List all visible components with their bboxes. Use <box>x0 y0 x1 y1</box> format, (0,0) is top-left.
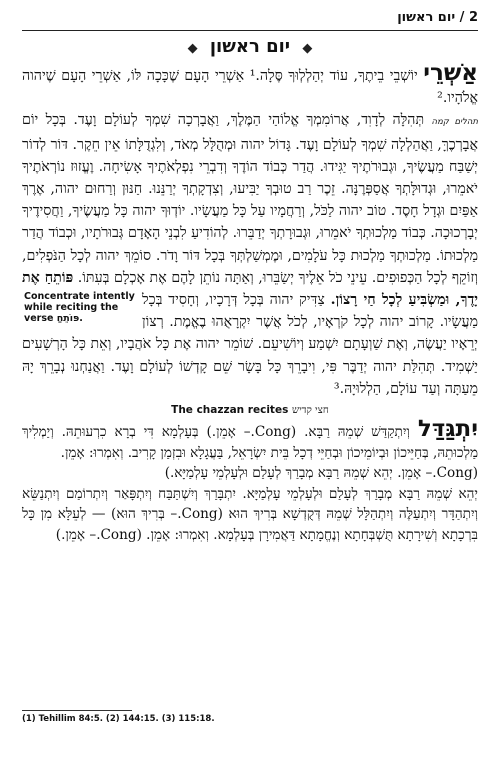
main-text <box>22 62 478 545</box>
poteach-verse: פּוֹתֵחַ אֶת יָדֶךָ, וּמַשְׂבִּיעַ לְכָל חַי רָצוֹן. <box>22 269 479 309</box>
kaddish-line-2: יְהֵא שְׁמֵהּ רַבָּא מְבָרַךְ לְעָלַם וּלְעָלְמֵי עָלְמַיָּא. יִתְבָּרַךְ וְיִשְׁתַּבַּח וְיִתְפָּאַר וְיִתְרוֹמַם וְיִתְנַשֵּׂא וְיִתְהַדָּר וְיִתְעַלֶּה וְיִתְהַלָּל שְׁמֵהּ דְּקֻדְשָׁא בְּרִיךְ הוּא (Cong.– בְּרִיךְ הוּא) — לְעֵלָּא מִן כָּל בִּרְכָתָא וְשִׁירָתָא תֻּשְׁבְּחָתָא וְנֶחֱמָתָא דַּאֲמִירָן בְּעָלְמָא. וְאִמְרוּ: אָמֵן. (Cong.– אָמֵן.) <box>22 485 478 543</box>
page-header <box>22 8 478 31</box>
ornament-icon: ◆ <box>302 41 313 56</box>
psalm-text: תְּהִלָּה לְדָוִד, אֲרוֹמִמְךָ אֱלוֹהַי הַמֶּלֶךְ, וַאֲבָרְכָה שִׁמְךָ לְעוֹלָם וָעֶד. בְּכָל יוֹם אֲבָרְכֶךָּ, וַאֲהַלְלָה שִׁמְךָ לְעוֹלָם וָעֶד. גָּדוֹל יהוה וּמְהֻלָּל מְאֹד, וְלִגְדֻלָּתוֹ אֵין חֵקֶר. דּוֹר לְדוֹר יְשַׁבַּח מַעֲשֶׂיךָ, וּגְבוּרֹתֶיךָ יַגִּידוּ. הֲדַר כְּבוֹד הוֹדֶךָ וְדִבְרֵי נִפְלְאֹתֶיךָ אָשִׂיחָה. וֶעֱזוּז נוֹרְאֹתֶיךָ יֹאמֵרוּ, וּגְדוּלָּתְךָ אֲסַפְּרֶנָּה. זֵכֶר רַב טוּבְךָ יַבִּיעוּ, וְצִדְקָתְךָ יְרַנֵּנוּ. חַנּוּן וְרַחוּם יהוה, אֶרֶךְ אַפַּיִם וּגְדָל חָסֶד. טוֹב יהוה לַכֹּל, וְרַחֲמָיו עַל כָּל מַעֲשָׂיו. יוֹדְוּךָ יהוה כָּל מַעֲשֶׂיךָ, וַחֲסִידֶיךָ יְבָרְכוּכָה. כְּבוֹד מַלְכוּתְךָ יֹאמֵרוּ, וּגְבוּרָתְךָ יְדַבֵּרוּ. לְהוֹדִיעַ לִבְנֵי הָאָדָם גְּבוּרֹתָיו, וּכְבוֹד הֲדַר מַלְכוּתוֹ. מַלְכוּתְךָ מַלְכוּת כָּל עֹלָמִים, וּמֶמְשַׁלְתְּךָ בְּכָל דּוֹר וָדֹר. סוֹמֵךְ יהוה לְכָל הַנֹּפְלִים, וְזוֹקֵף לְכָל הַכְּפוּפִים. עֵינֵי כֹל אֵלֶיךָ יְשַׂבֵּרוּ, וְאַתָּה נוֹתֵן לָהֶם אֶת אָכְלָם בְּעִתּוֹ. <box>22 112 478 286</box>
page-number: 2 / יום ראשון <box>397 10 478 25</box>
kaddish-lead-word: יִתְגַּדַּל <box>417 416 479 443</box>
footnote-divider <box>22 710 132 711</box>
cong-response: (Cong.– אָמֵן. יְהֵא שְׁמֵהּ רַבָּא מְבָרַךְ לְעָלַם וּלְעָלְמֵי עָלְמַיָּא.) <box>164 465 478 482</box>
psalm-145 <box>22 109 478 400</box>
ashrei-opening <box>22 62 478 109</box>
chazzan-instruction <box>22 402 478 419</box>
kaddish-body <box>22 484 478 546</box>
kaddish-opening <box>22 416 479 463</box>
day-title-row <box>0 36 500 57</box>
chazzan-hebrew: חצי קדיש <box>291 405 329 417</box>
ornament-icon: ◆ <box>187 41 198 56</box>
footnotes: (1) Tehillim 84:5. (2) 144:15. (3) 115:18. <box>22 714 215 724</box>
concentrate-note: Concentrate intently while reciting the verse פּוֹתֵחַ. <box>24 291 135 325</box>
ashrei-lead-word: אַשְׁרֵי <box>423 60 479 86</box>
source-note: תהלים קמה <box>431 117 478 128</box>
ashrei-verse: יוֹשְׁבֵי בֵיתֶךָ, עוֹד יְהַלְלְוּךָ סֶּלָה.¹ אַשְׁרֵי הָעָם שֶׁכָּכָה לּוֹ, אַשְׁרֵי הָעָם שֶׁיהוה אֱלֹהָיו.² <box>22 68 478 107</box>
kaddish-cong-response <box>22 463 478 484</box>
psalm-end: צַדִּיק יהוה בְּכָל דְּרָכָיו, וְחָסִיד בְּכָל מַעֲשָׂיו. קָרוֹב יהוה לְכָל קֹרְאָיו, לְכֹל אֲשֶׁר יִקְרָאֻהוּ בֶאֱמֶת. רְצוֹן יְרֵאָיו יַעֲשֶׂה, וְאֶת שַׁוְעָתָם יִשְׁמַע וְיוֹשִׁיעֵם. שׁוֹמֵר יהוה אֶת כָּל אֹהֲבָיו, וְאֵת כָּל הָרְשָׁעִים יַשְׁמִיד. תְּהִלַּת יהוה יְדַבֶּר פִּי, וִיבָרֵךְ כָּל בָּשָׂר שֵׁם קָדְשׁוֹ לְעוֹלָם וָעֶד. וַאֲנַחְנוּ נְבָרֵךְ יָהּ מֵעַתָּה וְעַד עוֹלָם, הַלְלוּיָהּ.³ <box>22 292 478 397</box>
kaddish-line-1: וְיִתְקַדַּשׁ שְׁמֵהּ רַבָּא. (Cong.– אָמֵן.) בְּעָלְמָא דִּי בְרָא כִרְעוּתֵהּ. וְיַמְלִיךְ מַלְכוּתֵהּ, בְּחַיֵּיכוֹן וּבְיוֹמֵיכוֹן וּבְחַיֵּי דְכָל בֵּית יִשְׂרָאֵל, בַּעֲגָלָא וּבִזְמַן קָרִיב. וְאִמְרוּ: אָמֵן. <box>22 424 478 461</box>
day-title: יום ראשון <box>209 36 291 57</box>
chazzan-label: The chazzan recites <box>171 404 289 417</box>
